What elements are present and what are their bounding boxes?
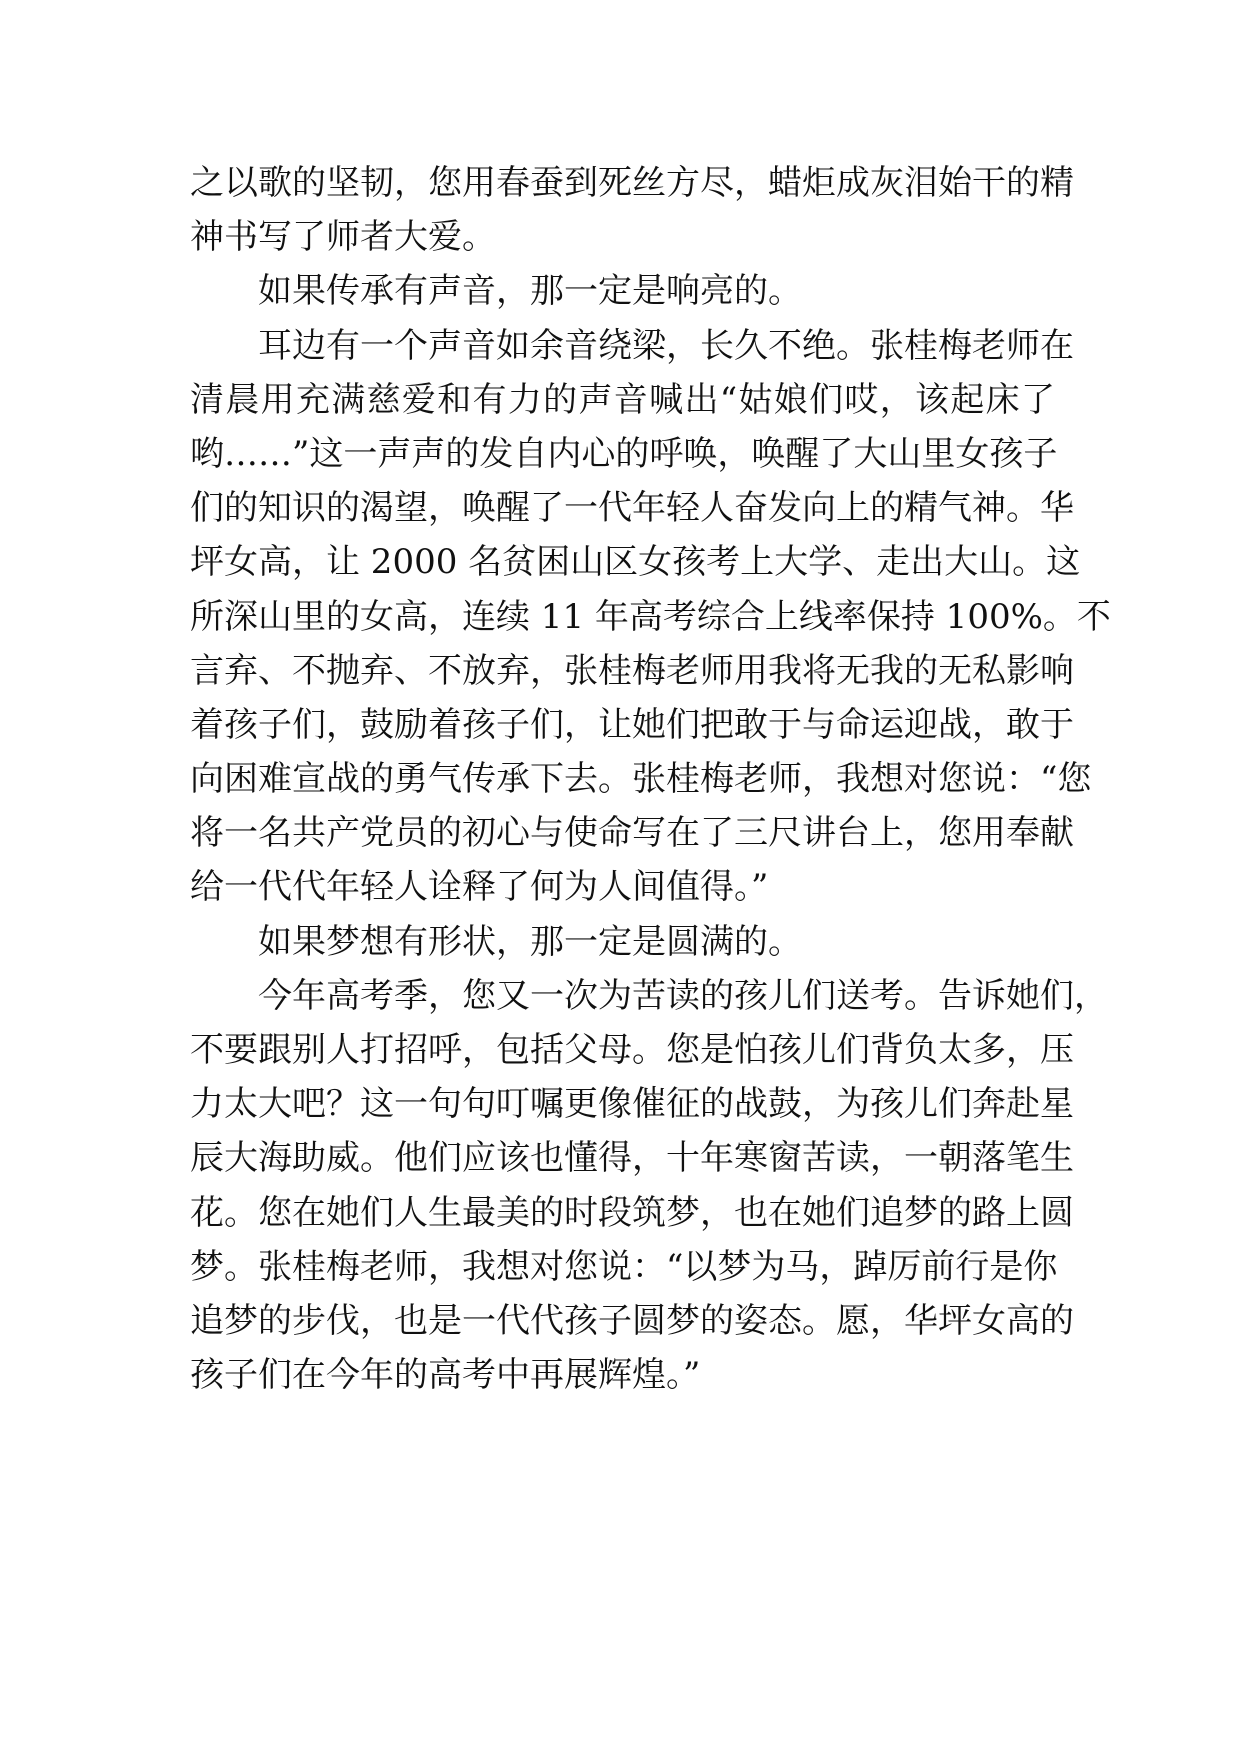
text-line: 力太大吧？这一句句叮嘱更像催征的战鼓，为孩儿们奔赴星	[190, 1084, 1074, 1125]
paragraph	[190, 156, 1074, 264]
text-line: 花。您在她们人生最美的时段筑梦，也在她们追梦的路上圆	[190, 1192, 1074, 1233]
text-line: 向困难宣战的勇气传承下去。张桂梅老师，我想对您说：“您	[190, 759, 1092, 800]
text-line: 辰大海助威。他们应该也懂得，十年寒窗苦读，一朝落笔生	[190, 1138, 1074, 1179]
text-line: 神书写了师者大爱。	[190, 217, 496, 258]
text-line: 们的知识的渴望，唤醒了一代年轻人奋发向上的精气神。华	[190, 488, 1074, 529]
text-line: 着孩子们，鼓励着孩子们，让她们把敢于与命运迎战，敢于	[190, 704, 1074, 745]
paragraph	[190, 969, 1108, 1403]
paragraph	[190, 319, 1111, 915]
text-line: 之以歌的坚韧，您用春蚕到死丝方尽，蜡炬成灰泪始干的精	[190, 163, 1074, 203]
paragraph	[190, 915, 1055, 969]
paragraph	[190, 264, 1055, 318]
text-line: 如果梦想有形状，那一定是圆满的。	[258, 921, 802, 962]
text-line: 追梦的步伐，也是一代代孩子圆梦的姿态。愿，华坪女高的	[190, 1300, 1074, 1341]
text-line: 将一名共产党员的初心与使命写在了三尺讲台上，您用奉献	[190, 813, 1074, 854]
text-line: 孩子们在今年的高考中再展辉煌。”	[190, 1355, 701, 1396]
text-line: 给一代代年轻人诠释了何为人间值得。”	[190, 867, 769, 908]
text-line: 不要跟别人打招呼，包括父母。您是怕孩儿们背负太多，压	[190, 1030, 1074, 1070]
document-body	[190, 156, 1111, 1402]
text-line: 清晨用充满慈爱和有力的声音喊出“姑娘们哎，该起床了	[190, 379, 1055, 420]
text-line: 言弃、不抛弃、不放弃，张桂梅老师用我将无我的无私影响	[190, 650, 1074, 691]
text-line: 哟……”这一声声的发自内心的呼唤，唤醒了大山里女孩子	[190, 433, 1058, 474]
text-line: 坪女高，让 2000 名贫困山区女孩考上大学、走出大山。这	[190, 542, 1081, 583]
text-line: 耳边有一个声音如余音绕梁，长久不绝。张桂梅老师在	[258, 325, 1074, 366]
text-line: 梦。张桂梅老师，我想对您说：“以梦为马，踔厉前行是你	[190, 1246, 1058, 1287]
text-line: 如果传承有声音，那一定是响亮的。	[258, 271, 802, 312]
text-line: 所深山里的女高，连续 11 年高考综合上线率保持 100%。不	[190, 596, 1111, 637]
text-line: 今年高考季，您又一次为苦读的孩儿们送考。告诉她们，	[258, 975, 1108, 1016]
